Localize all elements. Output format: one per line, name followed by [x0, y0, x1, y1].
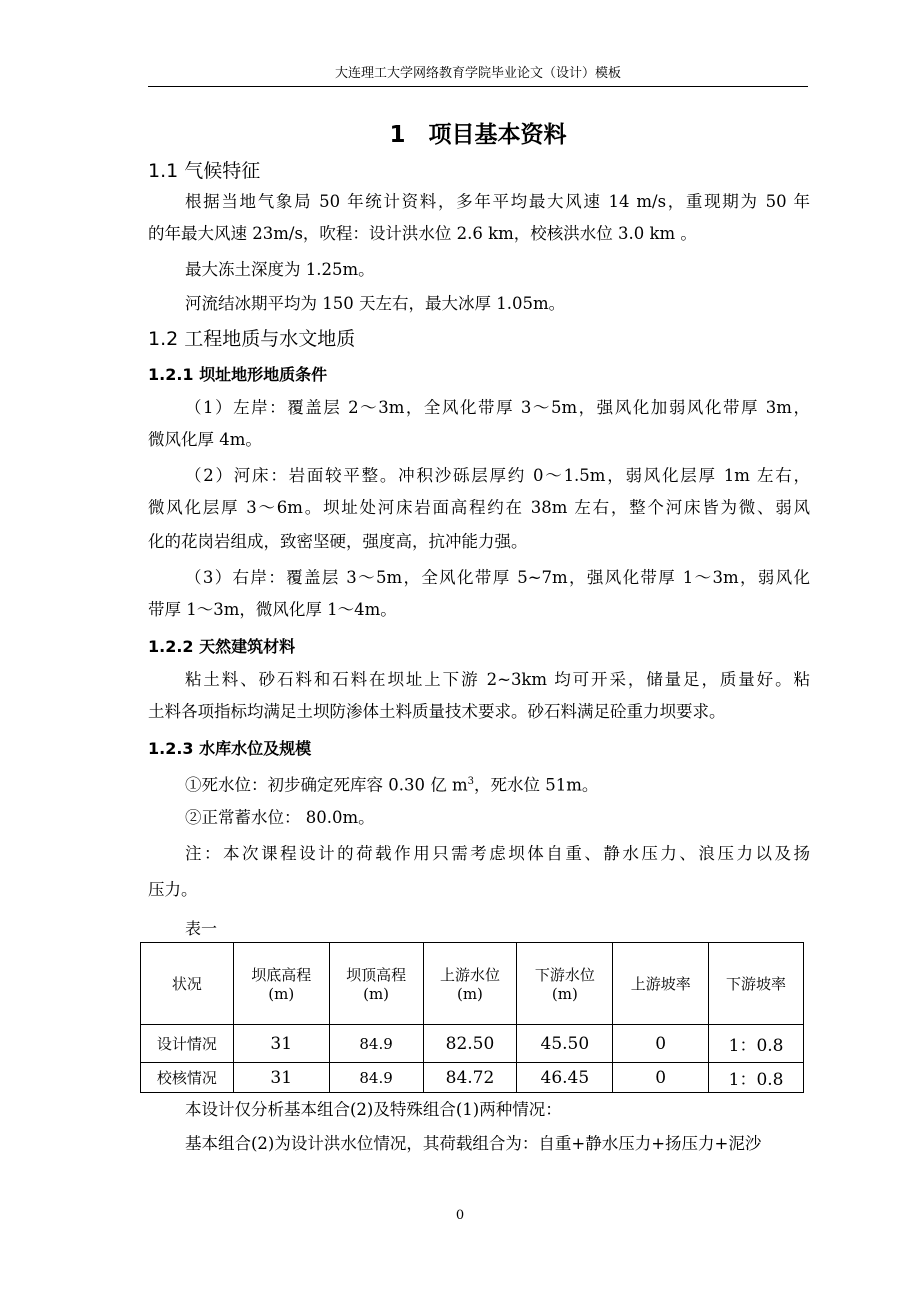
- table-cell: 84.72: [423, 1063, 517, 1093]
- paragraph-ice: 河流结冰期平均为 150 天左右，最大冰厚 1.05m。: [185, 294, 566, 313]
- chapter-title: 1 项目基本资料: [389, 122, 567, 148]
- subsection-heading-1-2-3: 1.2.3 水库水位及规模: [148, 739, 312, 758]
- dead-water-level-prefix: ①死水位：初步确定死库容 0.30 亿 m: [185, 775, 468, 795]
- table-cell: 0: [613, 1063, 709, 1093]
- table-caption: 表一: [185, 919, 218, 938]
- paragraph-basic-combination: 基本组合(2)为设计洪水位情况，其荷载组合为：自重+静水压力+扬压力+泥沙: [185, 1134, 762, 1153]
- dead-water-level-suffix: ，死水位 51m。: [474, 775, 599, 795]
- subsection-heading-1-2-1: 1.2.1 坝址地形地质条件: [148, 365, 328, 384]
- table-cell: 设计情况: [141, 1025, 234, 1063]
- paragraph-materials-line1: 粘土料、砂石料和石料在坝址上下游 2~3km 均可开采，储量足，质量好。粘: [185, 670, 810, 689]
- table-header-cell: 下游坡率: [709, 943, 804, 1025]
- table-header-cell: 状况: [141, 943, 234, 1025]
- table-cell: 46.45: [517, 1063, 613, 1093]
- table-header-cell: 上游水位 (m): [423, 943, 517, 1025]
- table-cell: 31: [233, 1063, 329, 1093]
- paragraph-note-line1: 注：本次课程设计的荷载作用只需考虑坝体自重、静水压力、浪压力以及扬: [185, 844, 810, 863]
- table-cell: 1：0.8: [709, 1063, 804, 1093]
- subsection-heading-1-2-2: 1.2.2 天然建筑材料: [148, 637, 296, 656]
- table-cell: 31: [233, 1025, 329, 1063]
- paragraph-wind-line1: 根据当地气象局 50 年统计资料，多年平均最大风速 14 m/s，重现期为 50 年: [185, 192, 810, 211]
- table-header-row: [141, 943, 804, 1025]
- table-header-cell: 下游水位 (m): [517, 943, 613, 1025]
- table-cell: 84.9: [329, 1063, 423, 1093]
- paragraph-right-bank-line1: （3）右岸：覆盖层 3～5m，全风化带厚 5~7m，强风化带厚 1～3m，弱风化: [185, 568, 810, 587]
- table-cell: 校核情况: [141, 1063, 234, 1093]
- paragraph-analysis-scope: 本设计仅分析基本组合(2)及特殊组合(1)两种情况：: [185, 1100, 562, 1119]
- section-heading-1-1: 1.1 气候特征: [148, 160, 261, 182]
- table-header-cell: 坝顶高程 (m): [329, 943, 423, 1025]
- paragraph-normal-water-level: ②正常蓄水位： 80.0m。: [185, 808, 375, 827]
- table-cell: 82.50: [423, 1025, 517, 1063]
- paragraph-left-bank-line2: 微风化厚 4m。: [148, 430, 262, 449]
- paragraph-left-bank-line1: （1）左岸：覆盖层 2～3m，全风化带厚 3～5m，强风化加弱风化带厚 3m，: [185, 398, 810, 417]
- page-header: 大连理工大学网络教育学院毕业论文（设计）模板: [334, 66, 621, 81]
- header-rule: [148, 86, 808, 87]
- paragraph-right-bank-line2: 带厚 1～3m，微风化厚 1～4m。: [148, 600, 397, 619]
- paragraph-dead-water-level: [148, 766, 810, 802]
- table-header-cell: 坝底高程 (m): [233, 943, 329, 1025]
- table-cell: 45.50: [517, 1025, 613, 1063]
- data-table: [140, 942, 804, 1093]
- table-cell: 1：0.8: [709, 1025, 804, 1063]
- paragraph-note-line2: 压力。: [148, 880, 198, 899]
- page-number: 0: [455, 1208, 465, 1223]
- paragraph-wind-line2: 的年最大风速 23m/s，吹程：设计洪水位 2.6 km，校核洪水位 3.0 km 。: [148, 224, 697, 243]
- table-row: [141, 1025, 804, 1063]
- paragraph-riverbed-line3: 化的花岗岩组成，致密坚硬，强度高，抗冲能力强。: [148, 532, 528, 551]
- table-cell: 84.9: [329, 1025, 423, 1063]
- paragraph-frost: 最大冻土深度为 1.25m。: [185, 260, 375, 279]
- table-row: [141, 1063, 804, 1093]
- paragraph-riverbed-line2: 微风化层厚 3～6m。坝址处河床岩面高程约在 38m 左右，整个河床皆为微、弱风: [148, 498, 810, 517]
- paragraph-materials-line2: 土料各项指标均满足土坝防渗体土料质量技术要求。砂石料满足砼重力坝要求。: [148, 702, 726, 721]
- paragraph-riverbed-line1: （2）河床：岩面较平整。冲积沙砾层厚约 0～1.5m，弱风化层厚 1m 左右，: [185, 466, 810, 485]
- table-cell: 0: [613, 1025, 709, 1063]
- table-header-cell: 上游坡率: [613, 943, 709, 1025]
- section-heading-1-2: 1.2 工程地质与水文地质: [148, 328, 356, 350]
- superscript-3: 3: [467, 776, 474, 787]
